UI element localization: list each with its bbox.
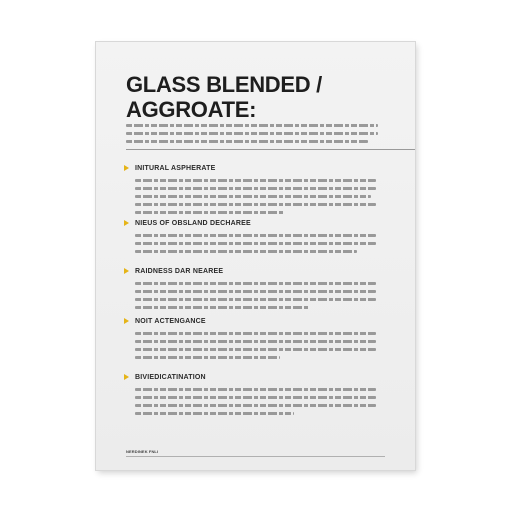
section-title: RAIDNESS DAR NEAREE — [135, 267, 224, 275]
bullet-arrow-icon — [124, 318, 129, 324]
divider — [126, 149, 415, 150]
section-title: INITURAL ASPHERATE — [135, 164, 216, 172]
intro-paragraph — [126, 124, 378, 148]
document-page — [96, 42, 415, 470]
footer-label: NERDINEK FNLI — [126, 449, 159, 454]
section-3 — [124, 266, 376, 314]
title-line-1: GLASS BLENDED / — [126, 72, 322, 97]
footer-divider — [126, 456, 385, 457]
section-4 — [124, 316, 376, 364]
section-title: NOIT ACTENGANCE — [135, 317, 206, 325]
section-1 — [124, 163, 376, 219]
text-line — [126, 140, 368, 143]
bullet-arrow-icon — [124, 220, 129, 226]
text-line — [126, 124, 378, 127]
bullet-arrow-icon — [124, 165, 129, 171]
text-line — [126, 132, 378, 135]
section-5 — [124, 372, 376, 420]
section-2 — [124, 218, 376, 258]
bullet-arrow-icon — [124, 374, 129, 380]
bullet-arrow-icon — [124, 268, 129, 274]
document-title — [126, 72, 386, 122]
title-line-2: AGGROATE: — [126, 97, 257, 122]
section-title: NIEUS OF OBSLAND DECHAREE — [135, 219, 251, 227]
section-title: BIVIEDICATINATION — [135, 373, 206, 381]
